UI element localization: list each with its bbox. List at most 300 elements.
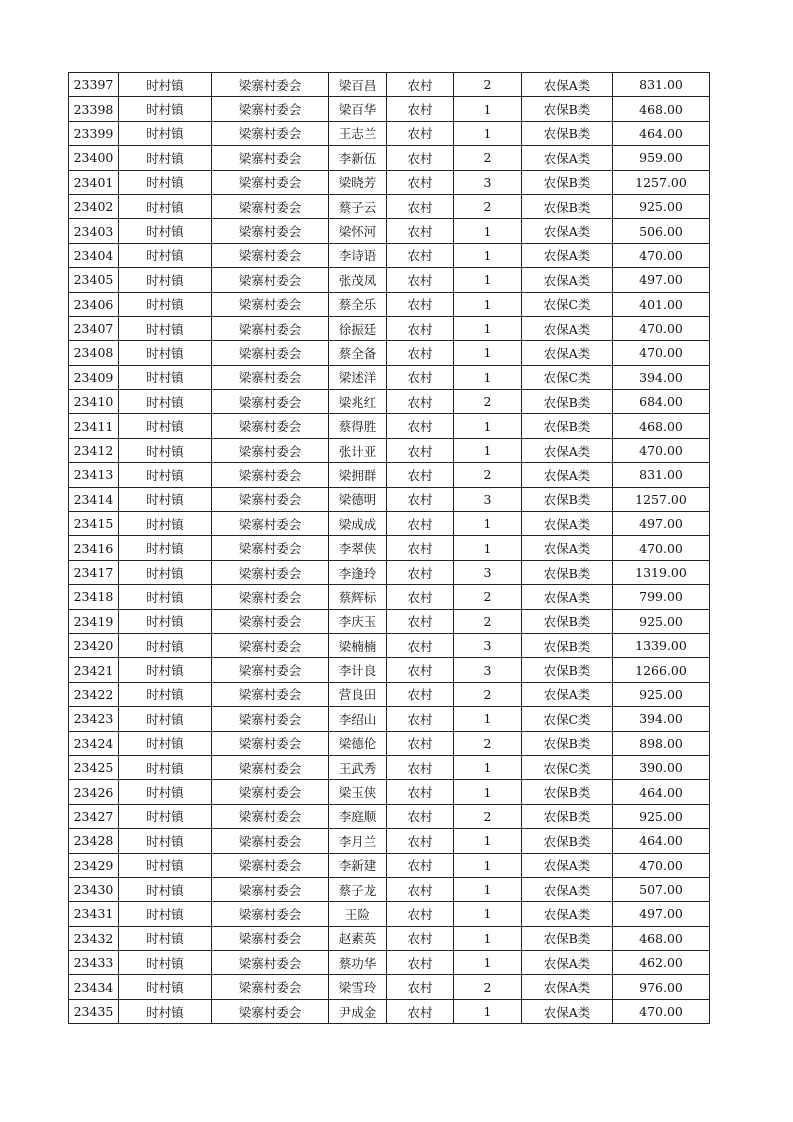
- village-committee-cell: 梁寨村委会: [212, 780, 329, 804]
- amount-cell: 925.00: [613, 609, 710, 633]
- village-committee-cell: 梁寨村委会: [212, 731, 329, 755]
- household-type-cell: 农村: [387, 560, 454, 584]
- table-row: [69, 707, 710, 731]
- record-id-cell: 23399: [69, 121, 119, 145]
- record-id-cell: 23423: [69, 707, 119, 731]
- village-committee-cell: 梁寨村委会: [212, 902, 329, 926]
- person-count-cell: 2: [454, 804, 522, 828]
- amount-cell: 1319.00: [613, 560, 710, 584]
- household-type-cell: 农村: [387, 926, 454, 950]
- table-row: [69, 658, 710, 682]
- village-committee-cell: 梁寨村委会: [212, 512, 329, 536]
- amount-cell: 1257.00: [613, 487, 710, 511]
- person-count-cell: 3: [454, 633, 522, 657]
- amount-cell: 1339.00: [613, 633, 710, 657]
- household-type-cell: 农村: [387, 780, 454, 804]
- table-row: [69, 951, 710, 975]
- record-id-cell: 23398: [69, 97, 119, 121]
- amount-cell: 470.00: [613, 316, 710, 340]
- insurance-category-cell: 农保A类: [522, 877, 613, 901]
- household-type-cell: 农村: [387, 877, 454, 901]
- town-cell: 时村镇: [119, 341, 212, 365]
- name-cell: 蔡得胜: [329, 414, 387, 438]
- insurance-category-cell: 农保A类: [522, 853, 613, 877]
- person-count-cell: 2: [454, 585, 522, 609]
- insurance-category-cell: 农保A类: [522, 316, 613, 340]
- insurance-category-cell: 农保A类: [522, 438, 613, 462]
- amount-cell: 468.00: [613, 414, 710, 438]
- insurance-category-cell: 农保A类: [522, 585, 613, 609]
- household-type-cell: 农村: [387, 536, 454, 560]
- village-committee-cell: 梁寨村委会: [212, 633, 329, 657]
- insurance-category-cell: 农保A类: [522, 902, 613, 926]
- amount-cell: 470.00: [613, 999, 710, 1023]
- name-cell: 梁拥群: [329, 463, 387, 487]
- household-type-cell: 农村: [387, 585, 454, 609]
- town-cell: 时村镇: [119, 902, 212, 926]
- amount-cell: 394.00: [613, 365, 710, 389]
- town-cell: 时村镇: [119, 951, 212, 975]
- village-committee-cell: 梁寨村委会: [212, 585, 329, 609]
- table-row: [69, 194, 710, 218]
- village-committee-cell: 梁寨村委会: [212, 951, 329, 975]
- village-committee-cell: 梁寨村委会: [212, 73, 329, 97]
- amount-cell: 470.00: [613, 341, 710, 365]
- insurance-category-cell: 农保B类: [522, 97, 613, 121]
- table-row: [69, 121, 710, 145]
- name-cell: 蔡全备: [329, 341, 387, 365]
- village-committee-cell: 梁寨村委会: [212, 219, 329, 243]
- record-id-cell: 23400: [69, 146, 119, 170]
- person-count-cell: 3: [454, 170, 522, 194]
- person-count-cell: 1: [454, 268, 522, 292]
- record-id-cell: 23414: [69, 487, 119, 511]
- person-count-cell: 2: [454, 194, 522, 218]
- insurance-category-cell: 农保A类: [522, 536, 613, 560]
- table-row: [69, 438, 710, 462]
- name-cell: 李庆玉: [329, 609, 387, 633]
- table-row: [69, 512, 710, 536]
- household-type-cell: 农村: [387, 755, 454, 779]
- town-cell: 时村镇: [119, 755, 212, 779]
- record-id-cell: 23425: [69, 755, 119, 779]
- town-cell: 时村镇: [119, 194, 212, 218]
- town-cell: 时村镇: [119, 877, 212, 901]
- village-committee-cell: 梁寨村委会: [212, 658, 329, 682]
- name-cell: 张计亚: [329, 438, 387, 462]
- person-count-cell: 2: [454, 609, 522, 633]
- name-cell: 王武秀: [329, 755, 387, 779]
- table-row: [69, 609, 710, 633]
- record-id-cell: 23408: [69, 341, 119, 365]
- household-type-cell: 农村: [387, 463, 454, 487]
- amount-cell: 468.00: [613, 926, 710, 950]
- village-committee-cell: 梁寨村委会: [212, 316, 329, 340]
- household-type-cell: 农村: [387, 341, 454, 365]
- insurance-category-cell: 农保A类: [522, 682, 613, 706]
- table-row: [69, 633, 710, 657]
- person-count-cell: 1: [454, 219, 522, 243]
- village-committee-cell: 梁寨村委会: [212, 536, 329, 560]
- table-row: [69, 316, 710, 340]
- amount-cell: 390.00: [613, 755, 710, 779]
- town-cell: 时村镇: [119, 804, 212, 828]
- amount-cell: 497.00: [613, 268, 710, 292]
- town-cell: 时村镇: [119, 316, 212, 340]
- household-type-cell: 农村: [387, 731, 454, 755]
- table-row: [69, 268, 710, 292]
- town-cell: 时村镇: [119, 487, 212, 511]
- name-cell: 梁楠楠: [329, 633, 387, 657]
- name-cell: 蔡子云: [329, 194, 387, 218]
- amount-cell: 925.00: [613, 194, 710, 218]
- name-cell: 李月兰: [329, 829, 387, 853]
- insurance-category-cell: 农保B类: [522, 487, 613, 511]
- person-count-cell: 3: [454, 487, 522, 511]
- village-committee-cell: 梁寨村委会: [212, 926, 329, 950]
- household-type-cell: 农村: [387, 512, 454, 536]
- town-cell: 时村镇: [119, 731, 212, 755]
- town-cell: 时村镇: [119, 829, 212, 853]
- name-cell: 梁德明: [329, 487, 387, 511]
- person-count-cell: 2: [454, 975, 522, 999]
- record-id-cell: 23407: [69, 316, 119, 340]
- amount-cell: 831.00: [613, 463, 710, 487]
- record-id-cell: 23431: [69, 902, 119, 926]
- insurance-category-cell: 农保B类: [522, 170, 613, 194]
- insurance-category-cell: 农保A类: [522, 975, 613, 999]
- town-cell: 时村镇: [119, 97, 212, 121]
- amount-cell: 959.00: [613, 146, 710, 170]
- village-committee-cell: 梁寨村委会: [212, 292, 329, 316]
- household-type-cell: 农村: [387, 633, 454, 657]
- amount-cell: 468.00: [613, 97, 710, 121]
- village-committee-cell: 梁寨村委会: [212, 243, 329, 267]
- village-committee-cell: 梁寨村委会: [212, 341, 329, 365]
- name-cell: 李绍山: [329, 707, 387, 731]
- person-count-cell: 1: [454, 438, 522, 462]
- insurance-category-cell: 农保A类: [522, 512, 613, 536]
- record-id-cell: 23434: [69, 975, 119, 999]
- person-count-cell: 2: [454, 682, 522, 706]
- record-id-cell: 23435: [69, 999, 119, 1023]
- person-count-cell: 2: [454, 463, 522, 487]
- household-type-cell: 农村: [387, 487, 454, 511]
- insurance-category-cell: 农保C类: [522, 292, 613, 316]
- record-id-cell: 23415: [69, 512, 119, 536]
- table-row: [69, 390, 710, 414]
- amount-cell: 497.00: [613, 902, 710, 926]
- town-cell: 时村镇: [119, 560, 212, 584]
- insurance-category-cell: 农保C类: [522, 755, 613, 779]
- household-type-cell: 农村: [387, 804, 454, 828]
- household-type-cell: 农村: [387, 438, 454, 462]
- record-id-cell: 23402: [69, 194, 119, 218]
- town-cell: 时村镇: [119, 219, 212, 243]
- person-count-cell: 2: [454, 390, 522, 414]
- amount-cell: 497.00: [613, 512, 710, 536]
- household-type-cell: 农村: [387, 268, 454, 292]
- town-cell: 时村镇: [119, 682, 212, 706]
- record-id-cell: 23420: [69, 633, 119, 657]
- record-id-cell: 23409: [69, 365, 119, 389]
- name-cell: 李诗语: [329, 243, 387, 267]
- town-cell: 时村镇: [119, 780, 212, 804]
- person-count-cell: 1: [454, 121, 522, 145]
- table-row: [69, 804, 710, 828]
- town-cell: 时村镇: [119, 658, 212, 682]
- household-type-cell: 农村: [387, 390, 454, 414]
- insurance-category-cell: 农保A类: [522, 999, 613, 1023]
- town-cell: 时村镇: [119, 975, 212, 999]
- name-cell: 李计良: [329, 658, 387, 682]
- insurance-category-cell: 农保B类: [522, 780, 613, 804]
- amount-cell: 799.00: [613, 585, 710, 609]
- amount-cell: 470.00: [613, 438, 710, 462]
- name-cell: 蔡子龙: [329, 877, 387, 901]
- insurance-category-cell: 农保B类: [522, 829, 613, 853]
- table-row: [69, 146, 710, 170]
- table-row: [69, 853, 710, 877]
- table-row: [69, 414, 710, 438]
- table-row: [69, 975, 710, 999]
- town-cell: 时村镇: [119, 707, 212, 731]
- insurance-category-cell: 农保A类: [522, 219, 613, 243]
- insurance-category-cell: 农保B类: [522, 121, 613, 145]
- insurance-category-cell: 农保B类: [522, 633, 613, 657]
- record-id-cell: 23417: [69, 560, 119, 584]
- insurance-category-cell: 农保B类: [522, 609, 613, 633]
- village-committee-cell: 梁寨村委会: [212, 560, 329, 584]
- amount-cell: 976.00: [613, 975, 710, 999]
- record-id-cell: 23406: [69, 292, 119, 316]
- table-row: [69, 97, 710, 121]
- table-row: [69, 877, 710, 901]
- household-type-cell: 农村: [387, 170, 454, 194]
- record-id-cell: 23421: [69, 658, 119, 682]
- person-count-cell: 2: [454, 146, 522, 170]
- name-cell: 梁成成: [329, 512, 387, 536]
- insurance-category-cell: 农保B类: [522, 194, 613, 218]
- town-cell: 时村镇: [119, 170, 212, 194]
- amount-cell: 462.00: [613, 951, 710, 975]
- town-cell: 时村镇: [119, 390, 212, 414]
- name-cell: 尹成金: [329, 999, 387, 1023]
- record-id-cell: 23432: [69, 926, 119, 950]
- insurance-category-cell: 农保B类: [522, 804, 613, 828]
- household-type-cell: 农村: [387, 243, 454, 267]
- town-cell: 时村镇: [119, 365, 212, 389]
- record-id-cell: 23416: [69, 536, 119, 560]
- table-row: [69, 731, 710, 755]
- person-count-cell: 1: [454, 780, 522, 804]
- name-cell: 蔡功华: [329, 951, 387, 975]
- village-committee-cell: 梁寨村委会: [212, 609, 329, 633]
- table-row: [69, 999, 710, 1023]
- village-committee-cell: 梁寨村委会: [212, 999, 329, 1023]
- household-type-cell: 农村: [387, 73, 454, 97]
- name-cell: 梁百昌: [329, 73, 387, 97]
- insurance-category-cell: 农保B类: [522, 414, 613, 438]
- household-type-cell: 农村: [387, 975, 454, 999]
- table-row: [69, 780, 710, 804]
- name-cell: 营良田: [329, 682, 387, 706]
- insurance-category-cell: 农保A类: [522, 73, 613, 97]
- household-type-cell: 农村: [387, 414, 454, 438]
- table-row: [69, 73, 710, 97]
- household-type-cell: 农村: [387, 829, 454, 853]
- record-id-cell: 23413: [69, 463, 119, 487]
- village-committee-cell: 梁寨村委会: [212, 877, 329, 901]
- town-cell: 时村镇: [119, 926, 212, 950]
- household-type-cell: 农村: [387, 951, 454, 975]
- amount-cell: 470.00: [613, 853, 710, 877]
- record-id-cell: 23426: [69, 780, 119, 804]
- amount-cell: 394.00: [613, 707, 710, 731]
- record-id-cell: 23412: [69, 438, 119, 462]
- amount-cell: 470.00: [613, 536, 710, 560]
- record-id-cell: 23410: [69, 390, 119, 414]
- table-row: [69, 926, 710, 950]
- name-cell: 梁玉侠: [329, 780, 387, 804]
- household-type-cell: 农村: [387, 316, 454, 340]
- town-cell: 时村镇: [119, 146, 212, 170]
- person-count-cell: 1: [454, 243, 522, 267]
- name-cell: 李新建: [329, 853, 387, 877]
- village-committee-cell: 梁寨村委会: [212, 146, 329, 170]
- amount-cell: 925.00: [613, 804, 710, 828]
- name-cell: 张茂凤: [329, 268, 387, 292]
- village-committee-cell: 梁寨村委会: [212, 853, 329, 877]
- town-cell: 时村镇: [119, 512, 212, 536]
- household-type-cell: 农村: [387, 999, 454, 1023]
- table-row: [69, 902, 710, 926]
- person-count-cell: 3: [454, 560, 522, 584]
- town-cell: 时村镇: [119, 414, 212, 438]
- insurance-category-cell: 农保A类: [522, 341, 613, 365]
- person-count-cell: 1: [454, 341, 522, 365]
- village-committee-cell: 梁寨村委会: [212, 170, 329, 194]
- town-cell: 时村镇: [119, 268, 212, 292]
- town-cell: 时村镇: [119, 633, 212, 657]
- name-cell: 梁述洋: [329, 365, 387, 389]
- village-committee-cell: 梁寨村委会: [212, 463, 329, 487]
- person-count-cell: 1: [454, 755, 522, 779]
- village-committee-cell: 梁寨村委会: [212, 975, 329, 999]
- person-count-cell: 1: [454, 414, 522, 438]
- table-row: [69, 219, 710, 243]
- person-count-cell: 2: [454, 731, 522, 755]
- insurance-category-cell: 农保B类: [522, 560, 613, 584]
- name-cell: 梁德伦: [329, 731, 387, 755]
- person-count-cell: 1: [454, 97, 522, 121]
- name-cell: 梁兆红: [329, 390, 387, 414]
- amount-cell: 464.00: [613, 121, 710, 145]
- household-type-cell: 农村: [387, 97, 454, 121]
- town-cell: 时村镇: [119, 536, 212, 560]
- village-committee-cell: 梁寨村委会: [212, 804, 329, 828]
- record-id-cell: 23422: [69, 682, 119, 706]
- person-count-cell: 3: [454, 658, 522, 682]
- village-committee-cell: 梁寨村委会: [212, 707, 329, 731]
- village-committee-cell: 梁寨村委会: [212, 829, 329, 853]
- town-cell: 时村镇: [119, 999, 212, 1023]
- household-type-cell: 农村: [387, 902, 454, 926]
- amount-cell: 470.00: [613, 243, 710, 267]
- amount-cell: 464.00: [613, 780, 710, 804]
- person-count-cell: 1: [454, 877, 522, 901]
- insurance-category-cell: 农保B类: [522, 658, 613, 682]
- village-committee-cell: 梁寨村委会: [212, 268, 329, 292]
- table-row: [69, 170, 710, 194]
- amount-cell: 684.00: [613, 390, 710, 414]
- record-id-cell: 23397: [69, 73, 119, 97]
- town-cell: 时村镇: [119, 853, 212, 877]
- record-id-cell: 23405: [69, 268, 119, 292]
- person-count-cell: 1: [454, 853, 522, 877]
- name-cell: 梁雪玲: [329, 975, 387, 999]
- record-id-cell: 23404: [69, 243, 119, 267]
- table-row: [69, 365, 710, 389]
- amount-cell: 925.00: [613, 682, 710, 706]
- name-cell: 王志兰: [329, 121, 387, 145]
- amount-cell: 401.00: [613, 292, 710, 316]
- table-row: [69, 536, 710, 560]
- name-cell: 蔡全乐: [329, 292, 387, 316]
- insurance-category-cell: 农保B类: [522, 926, 613, 950]
- name-cell: 赵素英: [329, 926, 387, 950]
- household-type-cell: 农村: [387, 609, 454, 633]
- town-cell: 时村镇: [119, 438, 212, 462]
- household-type-cell: 农村: [387, 707, 454, 731]
- town-cell: 时村镇: [119, 463, 212, 487]
- name-cell: 李新伍: [329, 146, 387, 170]
- person-count-cell: 1: [454, 951, 522, 975]
- household-type-cell: 农村: [387, 658, 454, 682]
- person-count-cell: 1: [454, 316, 522, 340]
- insurance-category-cell: 农保A类: [522, 146, 613, 170]
- record-id-cell: 23427: [69, 804, 119, 828]
- amount-cell: 507.00: [613, 877, 710, 901]
- record-id-cell: 23403: [69, 219, 119, 243]
- record-id-cell: 23411: [69, 414, 119, 438]
- name-cell: 李庭顺: [329, 804, 387, 828]
- amount-cell: 1257.00: [613, 170, 710, 194]
- name-cell: 梁百华: [329, 97, 387, 121]
- village-committee-cell: 梁寨村委会: [212, 755, 329, 779]
- record-id-cell: 23418: [69, 585, 119, 609]
- table-row: [69, 682, 710, 706]
- village-committee-cell: 梁寨村委会: [212, 438, 329, 462]
- insurance-category-cell: 农保A类: [522, 243, 613, 267]
- record-id-cell: 23401: [69, 170, 119, 194]
- person-count-cell: 1: [454, 999, 522, 1023]
- household-type-cell: 农村: [387, 365, 454, 389]
- town-cell: 时村镇: [119, 609, 212, 633]
- village-committee-cell: 梁寨村委会: [212, 682, 329, 706]
- record-id-cell: 23430: [69, 877, 119, 901]
- household-type-cell: 农村: [387, 121, 454, 145]
- table-body: [69, 73, 710, 1024]
- town-cell: 时村镇: [119, 292, 212, 316]
- person-count-cell: 1: [454, 292, 522, 316]
- person-count-cell: 1: [454, 365, 522, 389]
- name-cell: 蔡辉标: [329, 585, 387, 609]
- person-count-cell: 1: [454, 536, 522, 560]
- table-row: [69, 755, 710, 779]
- table-row: [69, 341, 710, 365]
- village-committee-cell: 梁寨村委会: [212, 365, 329, 389]
